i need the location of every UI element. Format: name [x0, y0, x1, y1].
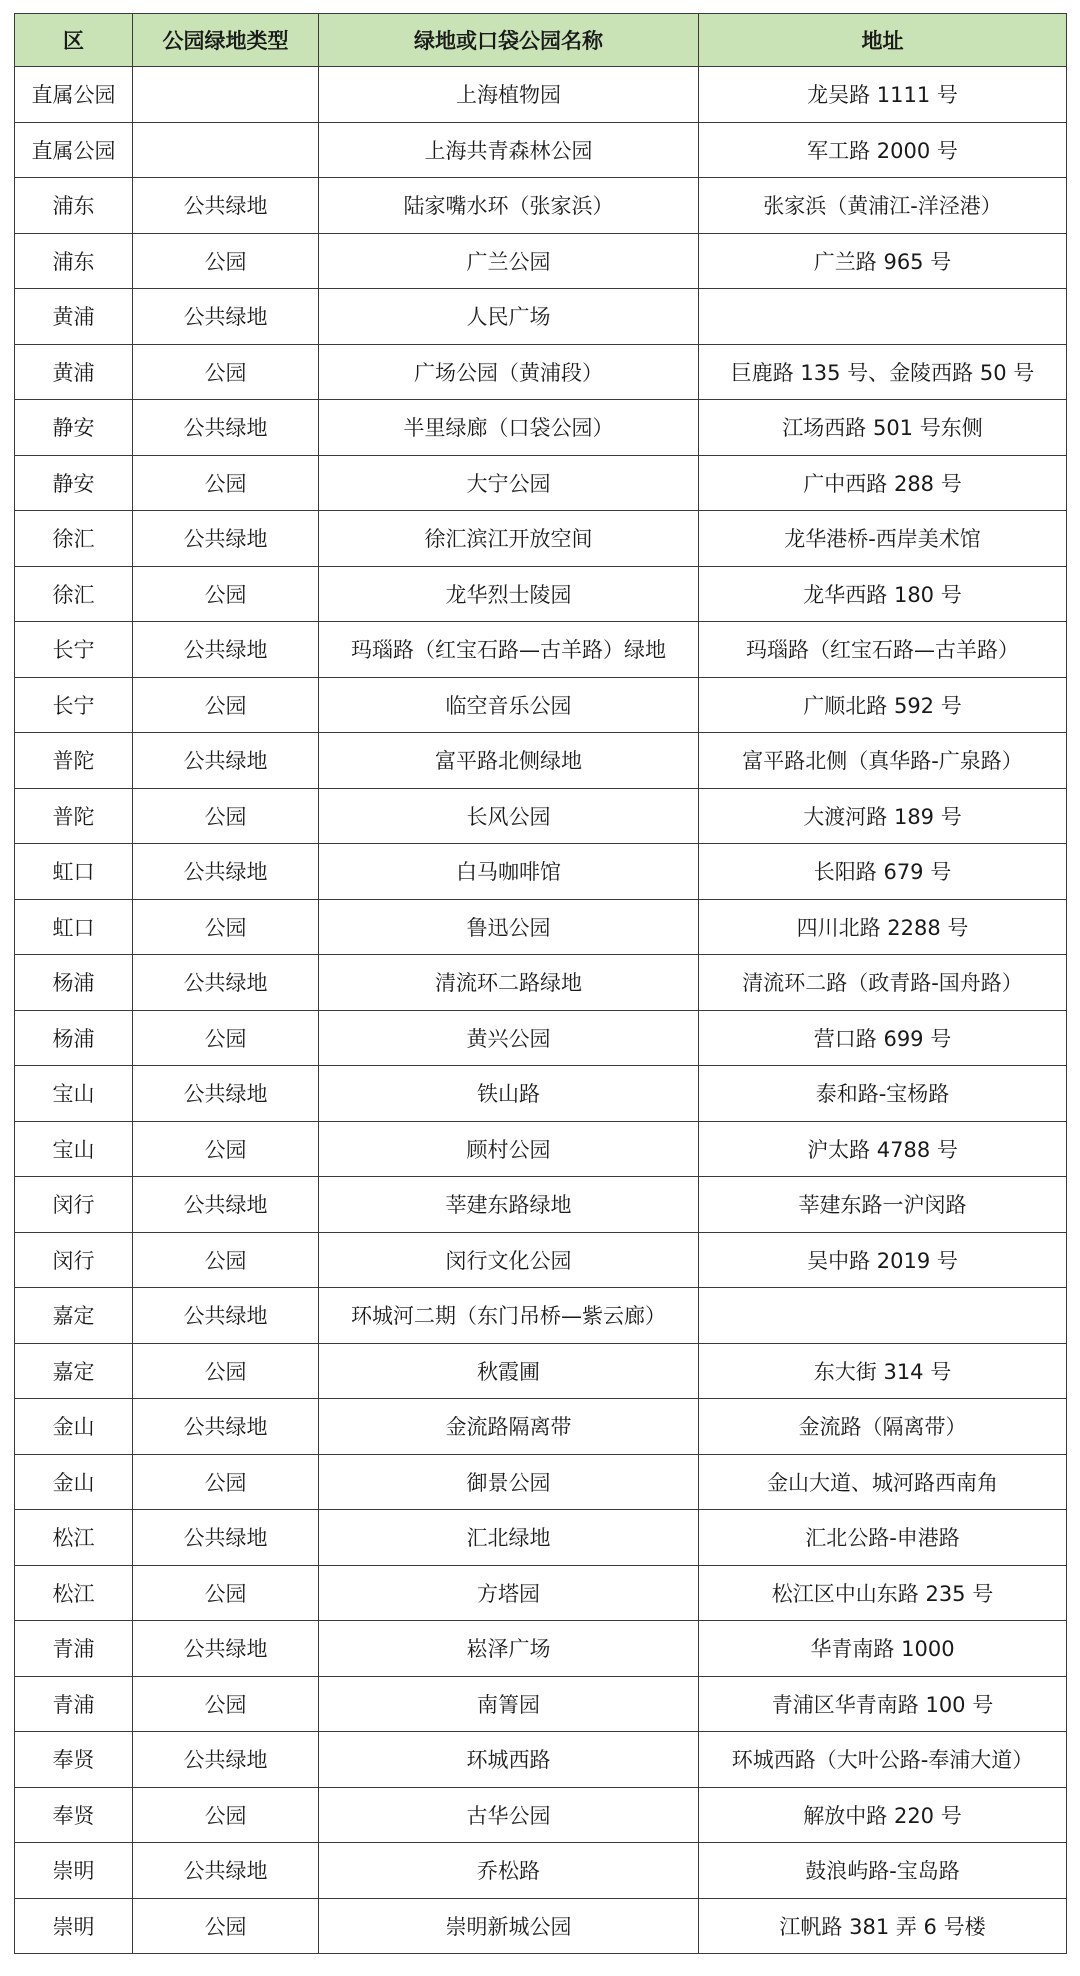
cell-park-name: 上海共青森林公园: [319, 122, 699, 178]
cell-park-name: 方塔园: [319, 1565, 699, 1621]
cell-green-space-type: [133, 122, 319, 178]
cell-district: 长宁: [15, 677, 133, 733]
table-row: [15, 733, 1067, 789]
cell-address: 大渡河路 189 号: [699, 788, 1067, 844]
cell-district: 静安: [15, 455, 133, 511]
table-row: [15, 1676, 1067, 1732]
cell-district: 杨浦: [15, 955, 133, 1011]
table-row: [15, 400, 1067, 456]
cell-district: 虹口: [15, 899, 133, 955]
cell-address: 松江区中山东路 235 号: [699, 1565, 1067, 1621]
cell-green-space-type: 公园: [133, 1676, 319, 1732]
cell-address: 营口路 699 号: [699, 1010, 1067, 1066]
cell-address: 广兰路 965 号: [699, 233, 1067, 289]
table-row: [15, 1177, 1067, 1233]
cell-address: 富平路北侧（真华路-广泉路）: [699, 733, 1067, 789]
cell-district: 杨浦: [15, 1010, 133, 1066]
cell-address: 广顺北路 592 号: [699, 677, 1067, 733]
cell-address: 江场西路 501 号东侧: [699, 400, 1067, 456]
cell-green-space-type: 公共绿地: [133, 1732, 319, 1788]
cell-park-name: 环城河二期（东门吊桥—紫云廊）: [319, 1288, 699, 1344]
cell-park-name: 徐汇滨江开放空间: [319, 511, 699, 567]
cell-green-space-type: 公园: [133, 1898, 319, 1954]
cell-district: 浦东: [15, 178, 133, 234]
cell-district: 青浦: [15, 1676, 133, 1732]
cell-address: 长阳路 679 号: [699, 844, 1067, 900]
cell-address: 玛瑙路（红宝石路—古羊路）: [699, 622, 1067, 678]
table-row: [15, 844, 1067, 900]
table-row: [15, 67, 1067, 123]
cell-park-name: 乔松路: [319, 1843, 699, 1899]
parks-table: [14, 13, 1067, 1954]
table-body: [15, 67, 1067, 1954]
cell-address: 吴中路 2019 号: [699, 1232, 1067, 1288]
cell-address: 四川北路 2288 号: [699, 899, 1067, 955]
cell-district: 直属公园: [15, 122, 133, 178]
cell-district: 青浦: [15, 1621, 133, 1677]
table-row: [15, 1399, 1067, 1455]
cell-green-space-type: 公共绿地: [133, 178, 319, 234]
cell-park-name: 龙华烈士陵园: [319, 566, 699, 622]
cell-park-name: 金流路隔离带: [319, 1399, 699, 1455]
cell-district: 松江: [15, 1510, 133, 1566]
cell-address: 江帆路 381 弄 6 号楼: [699, 1898, 1067, 1954]
table-row: [15, 1343, 1067, 1399]
cell-district: 嘉定: [15, 1343, 133, 1399]
cell-address: 广中西路 288 号: [699, 455, 1067, 511]
table-row: [15, 122, 1067, 178]
table-row: [15, 1010, 1067, 1066]
table-row: [15, 1843, 1067, 1899]
table-row: [15, 1787, 1067, 1843]
cell-park-name: 人民广场: [319, 289, 699, 345]
table-row: [15, 1898, 1067, 1954]
cell-address: 张家浜（黄浦江-洋泾港）: [699, 178, 1067, 234]
cell-address: 金山大道、城河路西南角: [699, 1454, 1067, 1510]
cell-district: 徐汇: [15, 566, 133, 622]
cell-green-space-type: 公园: [133, 1343, 319, 1399]
cell-green-space-type: 公共绿地: [133, 511, 319, 567]
cell-address: 军工路 2000 号: [699, 122, 1067, 178]
table-row: [15, 622, 1067, 678]
header-address: 地址: [699, 14, 1067, 67]
cell-green-space-type: 公园: [133, 1010, 319, 1066]
table-row: [15, 677, 1067, 733]
header-green-space-type: 公园绿地类型: [133, 14, 319, 67]
cell-district: 直属公园: [15, 67, 133, 123]
cell-address: 龙吴路 1111 号: [699, 67, 1067, 123]
table-row: [15, 455, 1067, 511]
cell-address: [699, 289, 1067, 345]
table-row: [15, 289, 1067, 345]
table-row: [15, 955, 1067, 1011]
cell-green-space-type: 公园: [133, 677, 319, 733]
cell-green-space-type: 公共绿地: [133, 1399, 319, 1455]
table-row: [15, 1510, 1067, 1566]
table-row: [15, 1066, 1067, 1122]
cell-address: 环城西路（大叶公路-奉浦大道）: [699, 1732, 1067, 1788]
cell-district: 闵行: [15, 1177, 133, 1233]
cell-park-name: 崇明新城公园: [319, 1898, 699, 1954]
cell-district: 普陀: [15, 788, 133, 844]
cell-address: 清流环二路（政青路-国舟路）: [699, 955, 1067, 1011]
header-park-name: 绿地或口袋公园名称: [319, 14, 699, 67]
cell-green-space-type: [133, 67, 319, 123]
cell-green-space-type: 公共绿地: [133, 289, 319, 345]
table-row: [15, 788, 1067, 844]
cell-district: 浦东: [15, 233, 133, 289]
cell-park-name: 黄兴公园: [319, 1010, 699, 1066]
cell-park-name: 莘建东路绿地: [319, 1177, 699, 1233]
cell-address: 解放中路 220 号: [699, 1787, 1067, 1843]
cell-green-space-type: 公共绿地: [133, 955, 319, 1011]
cell-address: 东大街 314 号: [699, 1343, 1067, 1399]
cell-park-name: 闵行文化公园: [319, 1232, 699, 1288]
table-row: [15, 1454, 1067, 1510]
cell-green-space-type: 公共绿地: [133, 1621, 319, 1677]
cell-green-space-type: 公园: [133, 1454, 319, 1510]
cell-green-space-type: 公园: [133, 566, 319, 622]
cell-park-name: 崧泽广场: [319, 1621, 699, 1677]
cell-park-name: 半里绿廊（口袋公园）: [319, 400, 699, 456]
cell-district: 长宁: [15, 622, 133, 678]
cell-park-name: 陆家嘴水环（张家浜）: [319, 178, 699, 234]
parks-table-container: [14, 13, 1066, 1954]
cell-green-space-type: 公园: [133, 899, 319, 955]
cell-district: 松江: [15, 1565, 133, 1621]
table-row: [15, 344, 1067, 400]
cell-green-space-type: 公共绿地: [133, 1177, 319, 1233]
cell-park-name: 鲁迅公园: [319, 899, 699, 955]
table-header: [15, 14, 1067, 67]
table-row: [15, 1121, 1067, 1177]
cell-park-name: 上海植物园: [319, 67, 699, 123]
cell-green-space-type: 公共绿地: [133, 733, 319, 789]
cell-park-name: 清流环二路绿地: [319, 955, 699, 1011]
cell-green-space-type: 公共绿地: [133, 1288, 319, 1344]
cell-district: 宝山: [15, 1066, 133, 1122]
cell-green-space-type: 公园: [133, 788, 319, 844]
cell-park-name: 古华公园: [319, 1787, 699, 1843]
cell-green-space-type: 公园: [133, 1121, 319, 1177]
cell-park-name: 南箐园: [319, 1676, 699, 1732]
cell-park-name: 玛瑙路（红宝石路—古羊路）绿地: [319, 622, 699, 678]
table-row: [15, 1232, 1067, 1288]
cell-green-space-type: 公园: [133, 344, 319, 400]
cell-green-space-type: 公园: [133, 233, 319, 289]
cell-district: 金山: [15, 1454, 133, 1510]
cell-park-name: 环城西路: [319, 1732, 699, 1788]
cell-green-space-type: 公共绿地: [133, 1843, 319, 1899]
table-row: [15, 1565, 1067, 1621]
cell-district: 崇明: [15, 1843, 133, 1899]
table-row: [15, 1732, 1067, 1788]
cell-green-space-type: 公园: [133, 1565, 319, 1621]
cell-park-name: 铁山路: [319, 1066, 699, 1122]
cell-park-name: 御景公园: [319, 1454, 699, 1510]
cell-park-name: 顾村公园: [319, 1121, 699, 1177]
cell-address: 青浦区华青南路 100 号: [699, 1676, 1067, 1732]
cell-green-space-type: 公共绿地: [133, 844, 319, 900]
cell-district: 虹口: [15, 844, 133, 900]
cell-district: 普陀: [15, 733, 133, 789]
cell-district: 奉贤: [15, 1787, 133, 1843]
cell-district: 奉贤: [15, 1732, 133, 1788]
cell-park-name: 富平路北侧绿地: [319, 733, 699, 789]
cell-park-name: 汇北绿地: [319, 1510, 699, 1566]
table-row: [15, 1288, 1067, 1344]
cell-address: 龙华西路 180 号: [699, 566, 1067, 622]
cell-address: 鼓浪屿路-宝岛路: [699, 1843, 1067, 1899]
cell-park-name: 广场公园（黄浦段）: [319, 344, 699, 400]
header-row: [15, 14, 1067, 67]
cell-green-space-type: 公园: [133, 1787, 319, 1843]
cell-green-space-type: 公共绿地: [133, 622, 319, 678]
cell-park-name: 长风公园: [319, 788, 699, 844]
cell-district: 静安: [15, 400, 133, 456]
cell-address: 沪太路 4788 号: [699, 1121, 1067, 1177]
cell-park-name: 广兰公园: [319, 233, 699, 289]
cell-park-name: 秋霞圃: [319, 1343, 699, 1399]
cell-address: 金流路（隔离带）: [699, 1399, 1067, 1455]
table-row: [15, 178, 1067, 234]
cell-green-space-type: 公共绿地: [133, 1510, 319, 1566]
table-row: [15, 233, 1067, 289]
cell-park-name: 白马咖啡馆: [319, 844, 699, 900]
cell-district: 黄浦: [15, 289, 133, 345]
cell-district: 宝山: [15, 1121, 133, 1177]
cell-address: 华青南路 1000: [699, 1621, 1067, 1677]
cell-district: 徐汇: [15, 511, 133, 567]
cell-district: 金山: [15, 1399, 133, 1455]
table-row: [15, 1621, 1067, 1677]
table-row: [15, 566, 1067, 622]
cell-address: 莘建东路一沪闵路: [699, 1177, 1067, 1233]
cell-address: [699, 1288, 1067, 1344]
cell-district: 崇明: [15, 1898, 133, 1954]
header-district: 区: [15, 14, 133, 67]
cell-address: 龙华港桥-西岸美术馆: [699, 511, 1067, 567]
cell-district: 黄浦: [15, 344, 133, 400]
cell-address: 巨鹿路 135 号、金陵西路 50 号: [699, 344, 1067, 400]
table-row: [15, 511, 1067, 567]
cell-green-space-type: 公园: [133, 455, 319, 511]
cell-district: 嘉定: [15, 1288, 133, 1344]
cell-park-name: 临空音乐公园: [319, 677, 699, 733]
cell-park-name: 大宁公园: [319, 455, 699, 511]
cell-address: 泰和路-宝杨路: [699, 1066, 1067, 1122]
cell-green-space-type: 公共绿地: [133, 1066, 319, 1122]
cell-district: 闵行: [15, 1232, 133, 1288]
cell-green-space-type: 公园: [133, 1232, 319, 1288]
table-row: [15, 899, 1067, 955]
cell-green-space-type: 公共绿地: [133, 400, 319, 456]
cell-address: 汇北公路-申港路: [699, 1510, 1067, 1566]
